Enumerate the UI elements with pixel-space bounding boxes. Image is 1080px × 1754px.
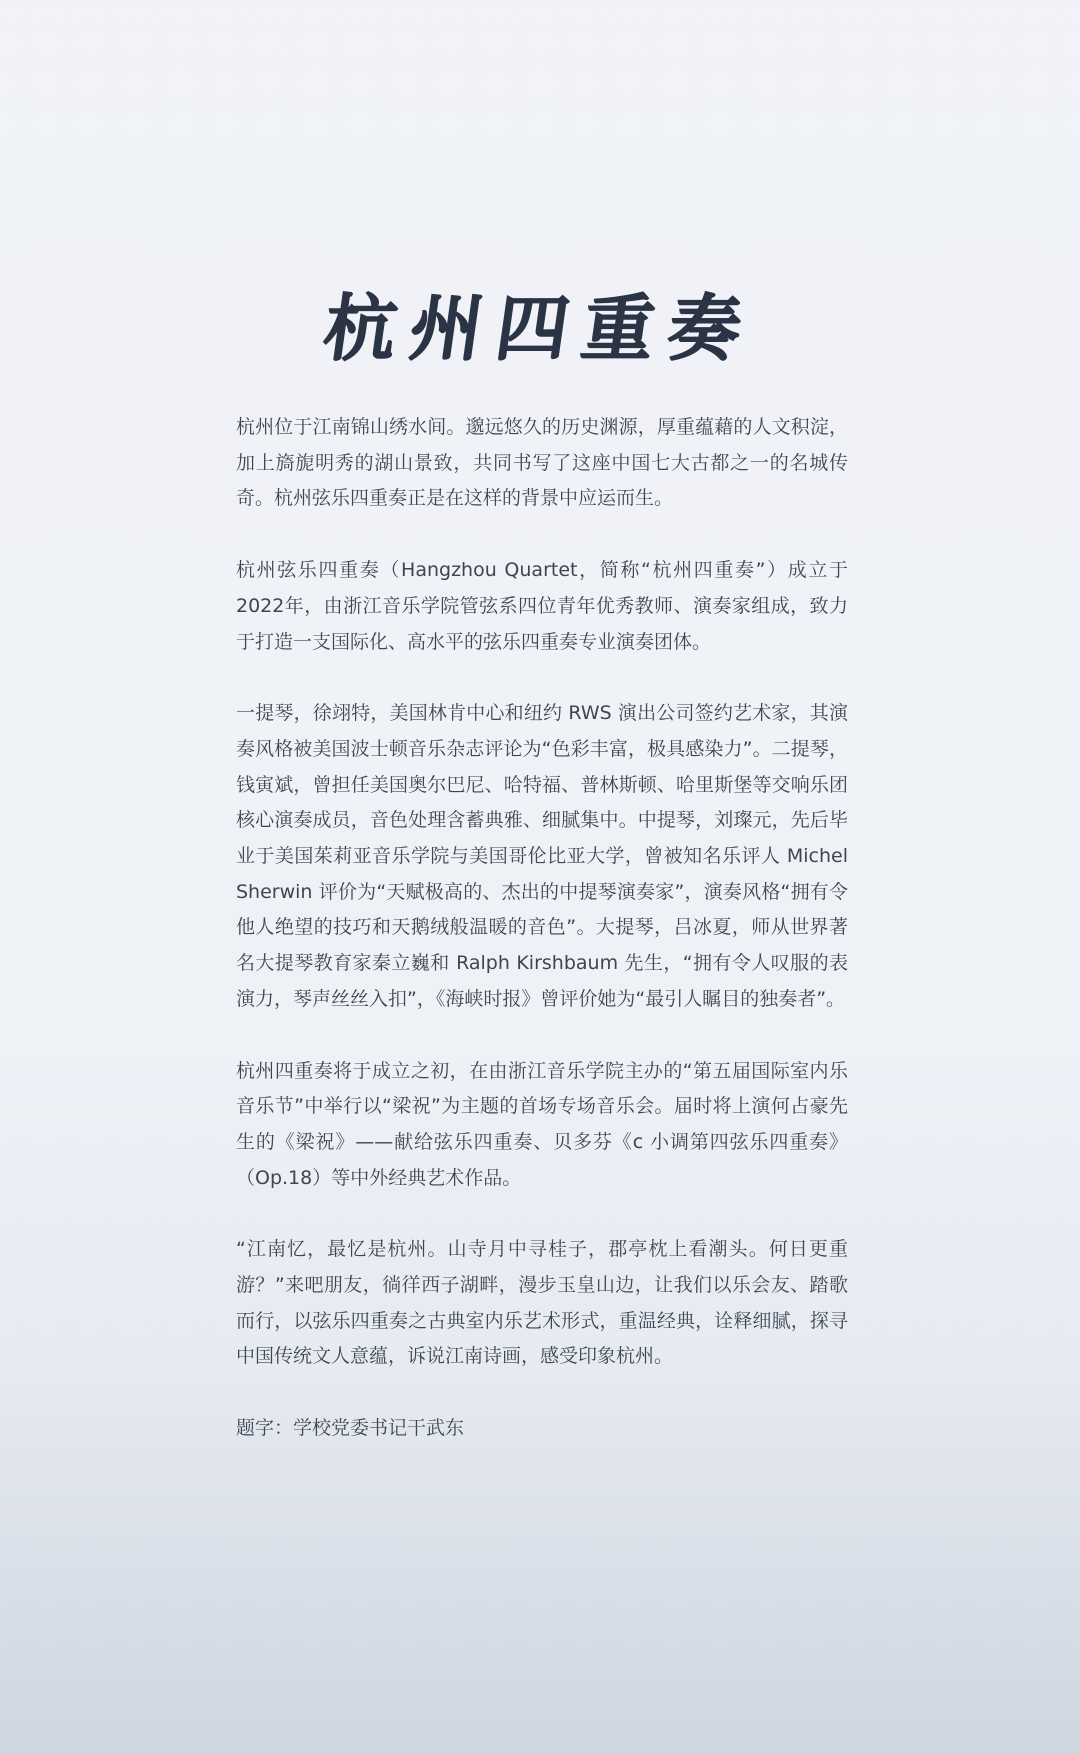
paragraph-concert: 杭州四重奏将于成立之初，在由浙江音乐学院主办的“第五届国际室内乐音乐节”中举行以“梁祝”为主题的首场专场音乐会。届时将上演何占豪先生的《梁祝》——献给弦乐四重奏、贝多芬《c 小调第四弦乐四重奏》（Op.18）等中外经典艺术作品。	[236, 1059, 848, 1189]
paragraph-members: 一提琴，徐翊特，美国林肯中心和纽约 RWS 演出公司签约艺术家，其演奏风格被美国波士顿音乐杂志评论为“色彩丰富，极具感染力”。二提琴，钱寅斌，曾担任美国奥尔巴尼、哈特福、普林斯顿、哈里斯堡等交响乐团核心演奏成员，音色处理含蓄典雅、细腻集中。中提琴，刘璨元，先后毕业于美国茱莉亚音乐学院与美国哥伦比亚大学，曾被知名乐评人 Michel Sherwin 评价为“天赋极高的、杰出的中提琴演奏家”，演奏风格“拥有令他人绝望的技巧和天鹅绒般温暖的音色”。大提琴，吕冰夏，师从世界著名大提琴教育家秦立巍和 Ralph Kirshbaum 先生，“拥有令人叹服的表演力，琴声丝丝入扣”，《海峡时报》曾评价她为“最引人瞩目的独奏者”。	[236, 702, 848, 1010]
calligraphy-credit: 题字：学校党委书记干武东	[236, 1417, 465, 1440]
calligraphy-title: 杭州四重奏	[318, 285, 761, 370]
paragraph-founding: 杭州弦乐四重奏（Hangzhou Quartet，简称“杭州四重奏”）成立于2022年，由浙江音乐学院管弦系四位青年优秀教师、演奏家组成，致力于打造一支国际化、高水平的弦乐四重奏专业演奏团体。	[236, 559, 848, 653]
paragraph-invitation: “江南忆，最忆是杭州。山寺月中寻桂子，郡亭枕上看潮头。何日更重游？”来吧朋友，徜徉西子湖畔，漫步玉皇山边，让我们以乐会友、踏歌而行，以弦乐四重奏之古典室内乐艺术形式，重温经典，诠释细腻，探寻中国传统文人意蕴，诉说江南诗画，感受印象杭州。	[236, 1238, 848, 1368]
paragraph-intro: 杭州位于江南锦山绣水间。邈远悠久的历史渊源，厚重蕴藉的人文积淀，加上旖旎明秀的湖山景致，共同书写了这座中国七大古都之一的名城传奇。杭州弦乐四重奏正是在这样的背景中应运而生。	[236, 416, 848, 510]
article-body	[236, 410, 848, 1447]
